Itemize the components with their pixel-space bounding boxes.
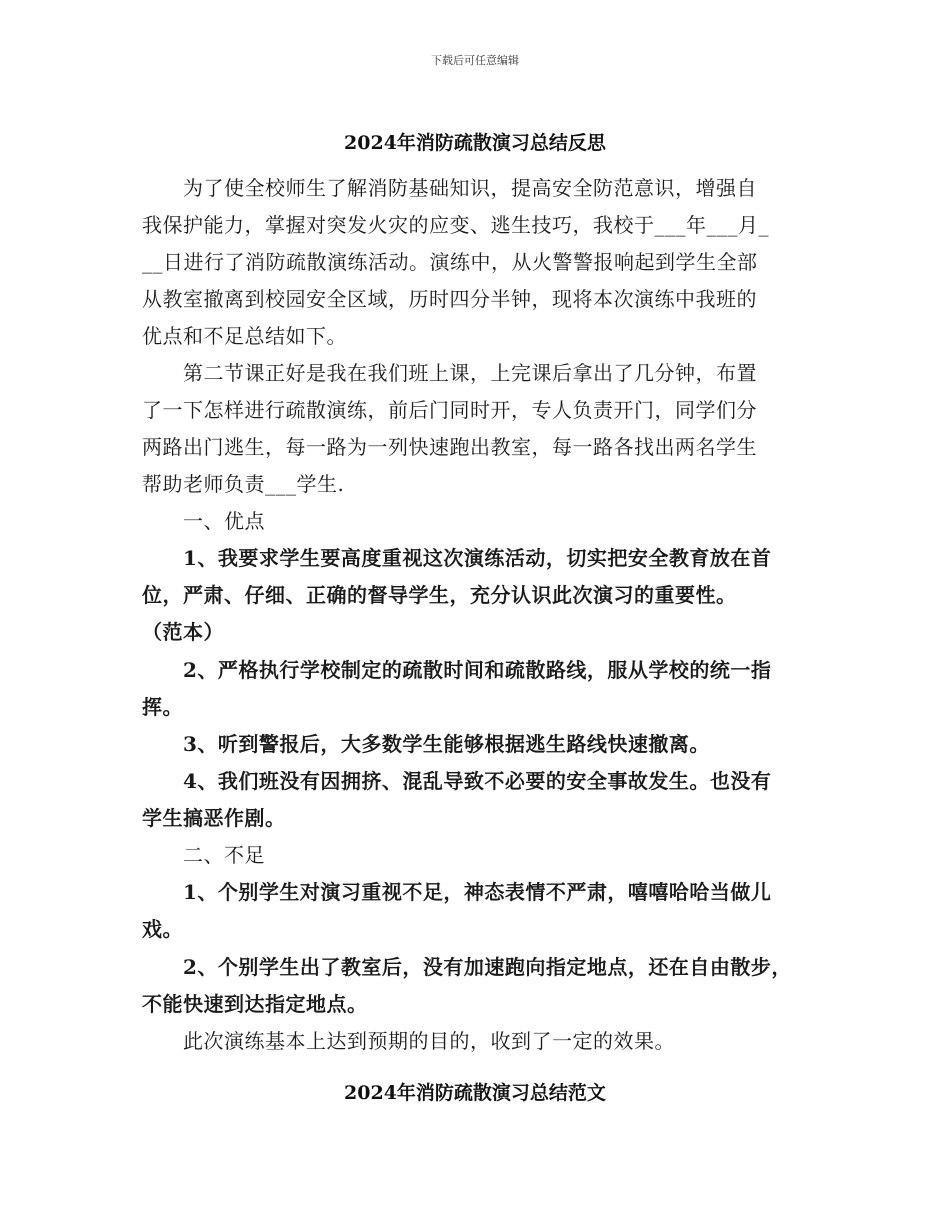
body-line: 不能快速到达指定地点。 [142, 992, 368, 1016]
body-line: __日进行了消防疏散演练活动。演练中，从火警警报响起到学生全部 [142, 250, 758, 274]
body-line: 优点和不足总结如下。 [142, 324, 347, 348]
body-line: 我保护能力，掌握对突发火灾的应变、逃生技巧，我校于___年___月_ [142, 213, 769, 237]
body-line: 2、严格执行学校制定的疏散时间和疏散路线，服从学校的统一指 [142, 658, 772, 682]
body-line: 学生搞恶作剧。 [142, 806, 286, 830]
body-line: 从教室撤离到校园安全区域，历时四分半钟，现将本次演练中我班的 [142, 287, 757, 311]
body-line: 第二节课正好是我在我们班上课，上完课后拿出了几分钟，布置 [142, 361, 757, 385]
body-line: 2、个别学生出了教室后，没有加速跑向指定地点，还在自由散步， [142, 955, 792, 979]
body-line: 1、我要求学生要高度重视这次演练活动，切实把安全教育放在首 [142, 546, 772, 570]
document-title: 2024年消防疏散演习总结反思 [344, 132, 606, 154]
body-line: 为了使全校师生了解消防基础知识，提高安全防范意识，增强自 [142, 176, 757, 200]
body-line: 位，严肃、仔细、正确的督导学生，充分认识此次演习的重要性。 [142, 583, 737, 607]
body-line: 此次演练基本上达到预期的目的，收到了一定的效果。 [142, 1029, 675, 1053]
body-line: 两路出门逃生，每一路为一列快速跑出教室，每一路各找出两名学生 [142, 435, 757, 459]
body-line: 帮助老师负责___学生. [142, 472, 345, 496]
section-heading: 一、优点 [142, 509, 265, 533]
body-line: 挥。 [142, 695, 183, 719]
body-line: 戏。 [142, 917, 183, 941]
body-line: （范本） [142, 620, 224, 644]
second-document-title: 2024年消防疏散演习总结范文 [344, 1082, 606, 1104]
body-line: 了一下怎样进行疏散演练，前后门同时开，专人负责开门，同学们分 [142, 398, 757, 422]
page-header: 下载后可任意编辑 [431, 54, 519, 67]
body-line: 3、听到警报后，大多数学生能够根据逃生路线快速撤离。 [142, 732, 710, 756]
body-line: 4、我们班没有因拥挤、混乱导致不必要的安全事故发生。也没有 [142, 769, 772, 793]
body-line: 1、个别学生对演习重视不足，神态表情不严肃，嘻嘻哈哈当做儿 [142, 880, 772, 904]
section-heading: 二、不足 [142, 843, 265, 867]
